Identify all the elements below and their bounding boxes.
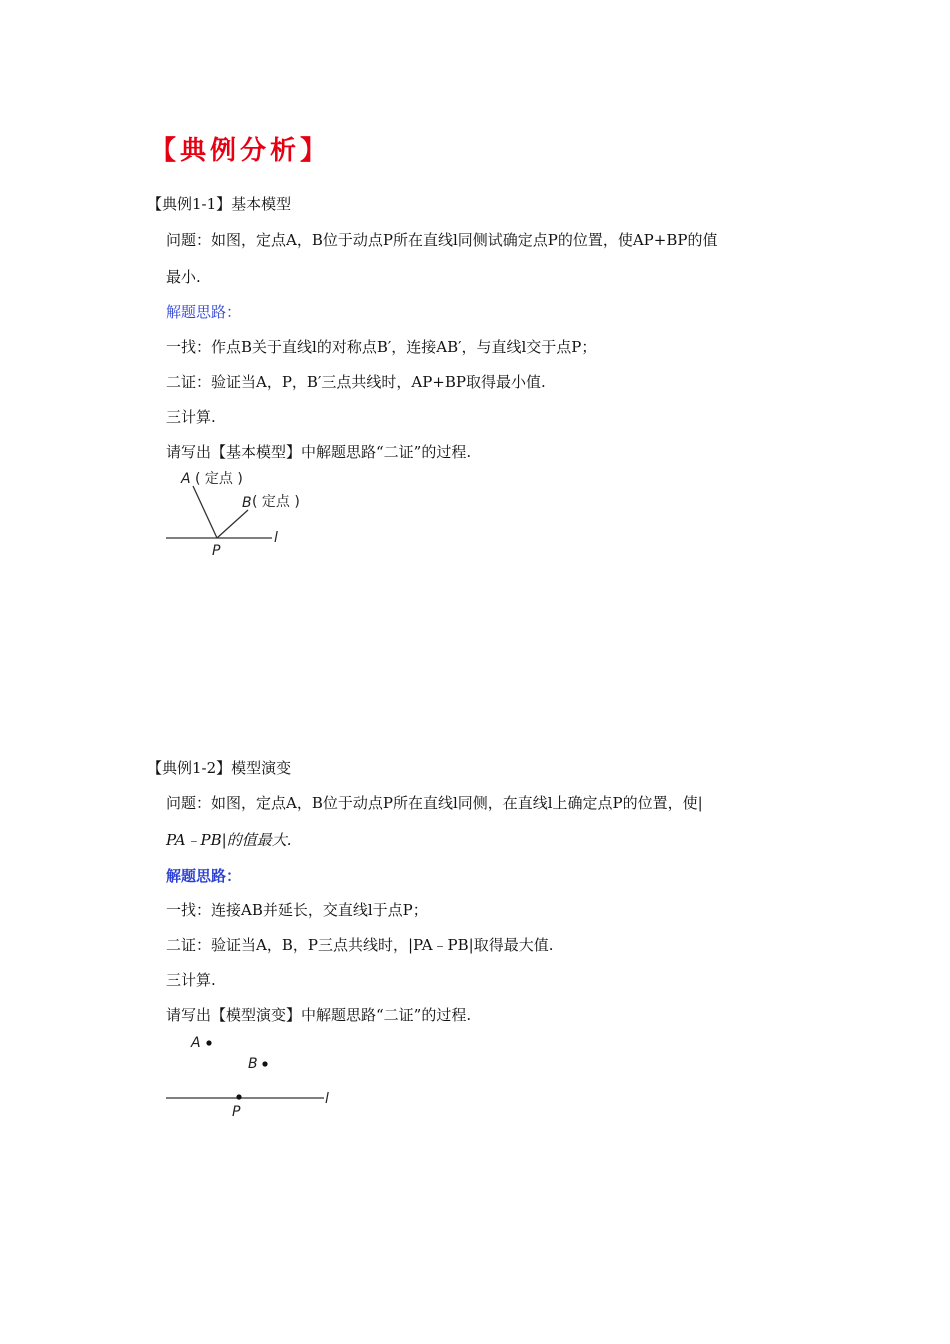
example2-figure bbox=[160, 1027, 350, 1127]
example1-question-line1: 问题：如图，定点A，B位于动点P所在直线l同侧试确定点P的位置，使AP+BP的值 bbox=[166, 231, 718, 249]
example1-idea-label: 解题思路： bbox=[166, 303, 242, 321]
point-a bbox=[206, 1040, 211, 1045]
label-p: P bbox=[212, 543, 221, 559]
label-b: B bbox=[242, 495, 252, 511]
segment-ap bbox=[193, 486, 217, 538]
example2-step1: 一找：连接AB并延长，交直线l于点P； bbox=[166, 901, 428, 919]
example1-question-line2: 最小. bbox=[166, 268, 201, 286]
point-b bbox=[262, 1061, 267, 1066]
example2-question-line1: 问题：如图，定点A，B位于动点P所在直线l同侧，在直线l上确定点P的位置，使| bbox=[166, 794, 703, 812]
example1-title: 【典例1-1】基本模型 bbox=[147, 195, 292, 213]
example1-step3: 三计算. bbox=[166, 408, 216, 426]
example2-question-line2: PA﹣PB|的值最大. bbox=[166, 831, 292, 849]
example2-step2: 二证：验证当A，B，P三点共线时，|PA﹣PB|取得最大值. bbox=[166, 936, 554, 954]
segment-bp bbox=[217, 510, 248, 538]
example1-prompt: 请写出【基本模型】中解题思路“二证”的过程. bbox=[166, 443, 472, 461]
example1-figure bbox=[160, 462, 330, 562]
label-a-note: ( 定点 ) bbox=[195, 471, 243, 487]
label-p: P bbox=[232, 1104, 241, 1120]
section-title: 【典例分析】 bbox=[150, 136, 331, 166]
example2-idea-label: 解题思路： bbox=[166, 867, 242, 885]
label-b-note: ( 定点 ) bbox=[252, 494, 300, 510]
point-p bbox=[236, 1094, 241, 1099]
label-b: B bbox=[248, 1056, 258, 1072]
example1-step2: 二证：验证当A，P，B′三点共线时，AP+BP取得最小值. bbox=[166, 373, 546, 391]
label-a: A bbox=[191, 1035, 201, 1051]
label-l: l bbox=[325, 1091, 329, 1107]
example2-step3: 三计算. bbox=[166, 971, 216, 989]
example1-step1: 一找：作点B关于直线l的对称点B′，连接AB′，与直线l交于点P； bbox=[166, 338, 597, 356]
label-a: A bbox=[181, 471, 191, 487]
example2-title: 【典例1-2】模型演变 bbox=[147, 759, 292, 777]
label-l: l bbox=[274, 530, 278, 546]
example2-prompt: 请写出【模型演变】中解题思路“二证”的过程. bbox=[166, 1006, 472, 1024]
